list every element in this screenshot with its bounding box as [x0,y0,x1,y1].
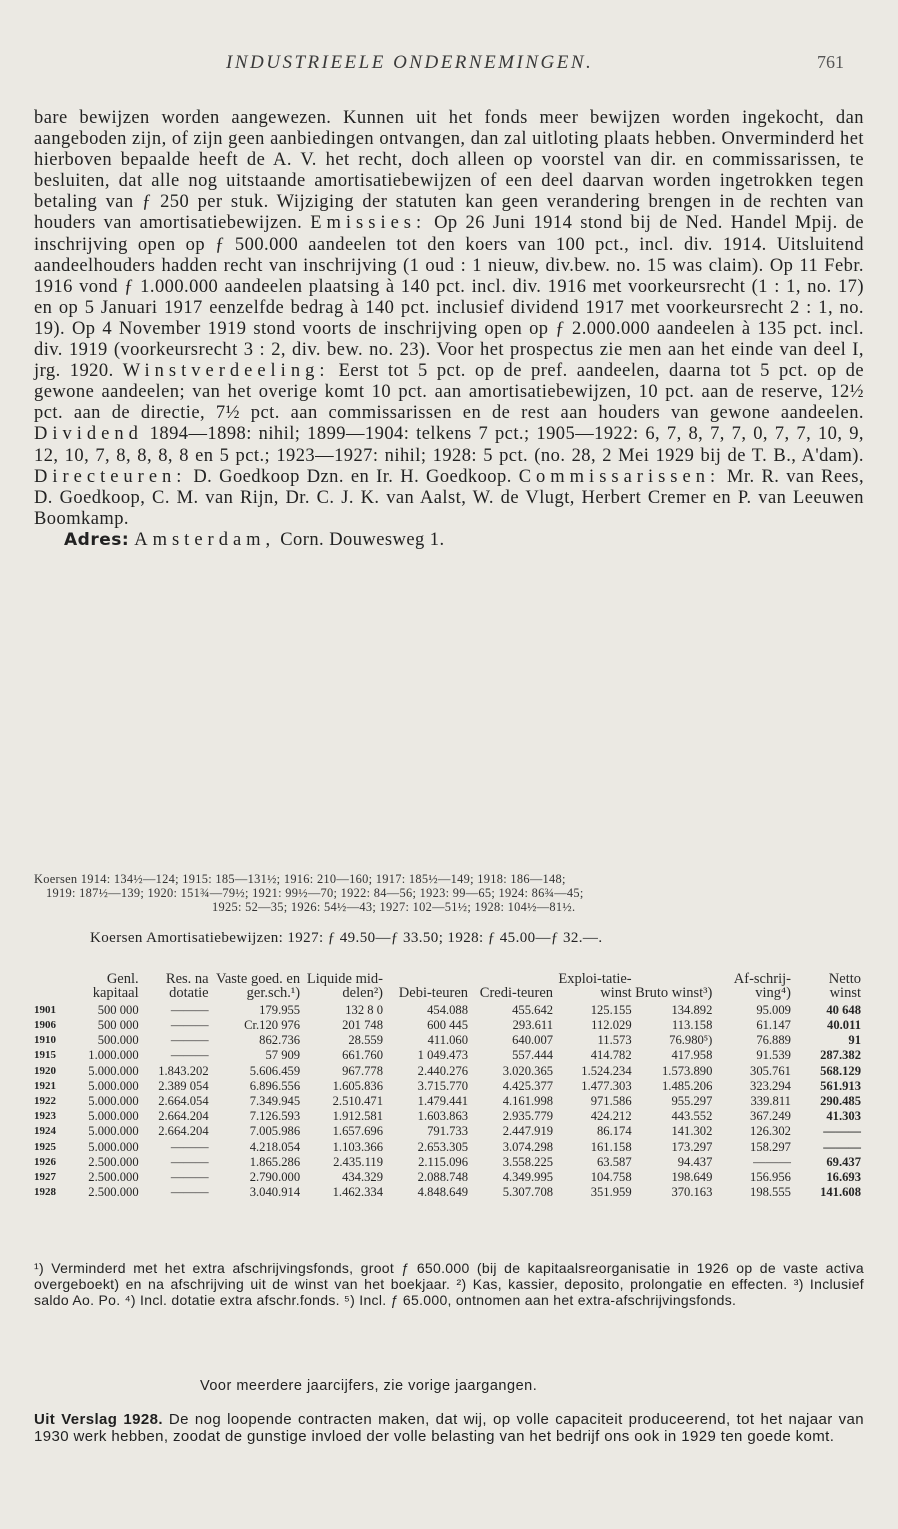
table-cell: 161.158 [590,1139,632,1154]
table-cell: 28.559 [348,1033,383,1048]
table-cell: ——— [170,1170,209,1185]
table-cell: 287.382 [820,1048,861,1063]
table-cell: 11.573 [597,1033,632,1048]
table-cell: 290.485 [820,1094,861,1109]
table-cell: 86.174 [597,1124,632,1139]
table-cell: 339.811 [750,1094,791,1109]
table-row [34,1185,864,1200]
table-cell: 5.307.708 [502,1185,554,1200]
year-cell: 1910 [34,1034,56,1047]
year-cell: 1924 [34,1125,56,1138]
table-cell: 3.558.225 [502,1154,554,1169]
table-cell: ——— [170,1018,209,1033]
table-cell: 640.007 [512,1033,554,1048]
year-cell: 1926 [34,1155,56,1168]
verslag-label: Uit Verslag 1928. [34,1411,163,1428]
table-cell: 94.437 [677,1154,713,1169]
table-cell: Cr.120 976 [244,1018,301,1033]
table-cell: 4.218.054 [249,1139,301,1154]
table-cell: 955.297 [671,1094,713,1109]
table-cell: 2.653.305 [417,1139,469,1154]
table-cell: ——— [823,1139,861,1154]
company-description [34,108,864,551]
table-cell: ——— [170,1139,209,1154]
table-cell: 370.163 [671,1185,713,1200]
table-cell: 95.009 [756,1002,791,1017]
table-cell: 1.573.890 [662,1063,713,1078]
more-figures-note: Voor meerdere jaarcijfers, zie vorige jaargangen. [200,1378,538,1394]
table-cell: 4.161.998 [502,1094,554,1109]
table-cell: 1.865.286 [249,1154,301,1169]
koersen-line: 1919: 187½—139; 1920: 151¾—79½; 1921: 99½—70; 1922: 84—56; 1923: 99—65; 1924: 86¾—45; [46,886,584,900]
year-cell: 1922 [34,1095,56,1108]
table-cell: 417.958 [671,1048,713,1063]
verslag-text: De nog loopende contracten maken, dat wij, op volle capaciteit produceerend, tot het najaar van 1930 werk hebben, zoodat de gunstige invloed der volle belasting van het bedrijf ons ook in 1929 ten goede komt. [34,1411,864,1445]
winstverdeeling-text: Eerst tot 5 pct. op de pref. aandeelen, daarna tot 5 pct. op de gewone aandeelen; van het overige komt 10 pct. aan amortisatiebewijzen, 10 pct. aan de reserve, 12½ pct. aan de directie, 7½ pct. aan commissarissen en de rest aan houders van gewone aandeelen. [34,361,865,424]
table-cell: 3.074.298 [502,1139,554,1154]
emissies-label: Emissies: [310,213,427,234]
table-cell: 351.959 [590,1185,632,1200]
table-row [34,1003,864,1018]
table-cell: 2.435.119 [333,1154,383,1169]
table-cell: 1.103.366 [332,1139,383,1154]
year-cell: 1915 [34,1049,56,1062]
table-cell: 5.000.000 [88,1109,139,1124]
table-cell: 201 748 [342,1018,383,1033]
dividend-text: 1894—1898: nihil; 1899—1904: telkens 7 pct.; 1905—1922: 6, 7, 8, 7, 7, 0, 7, 7, 10, 9, 12, 10, 7, 8, 8, 8, 8 en 5 pct.; 1923—1927: nihil; 1928: 5 pct. (no. 28, 2 Mei 1929 bij de T. B., A'dam). [34,424,865,466]
table-cell: 454.088 [427,1002,469,1017]
table-cell: 862.736 [259,1033,301,1048]
table-cell: 1.000.000 [88,1048,139,1063]
table-cell: 2.115.096 [418,1154,469,1169]
column-header: Vaste goed. en ger.sch.¹) [215,971,301,1002]
table-cell: 1.524.234 [581,1063,632,1078]
table-cell: 1.479.441 [417,1094,469,1109]
table-row [34,1033,864,1048]
page-header [0,52,898,82]
table-cell: 557.444 [512,1048,554,1063]
table-cell: 61.147 [756,1018,791,1033]
table-cell: 2.389 054 [158,1078,209,1093]
commissarissen-text: Mr. R. van Rees, D. Goedkoop, C. M. van Rijn, Dr. C. J. K. van Aalst, W. de Vlugt, Herbert Cremer en P. van Leeuwen Boomkamp. [34,466,865,529]
table-row [34,1079,864,1094]
adres-street: Corn. Douwesweg 1. [280,529,445,550]
body-paragraph [34,108,864,530]
table-cell: 561.913 [820,1078,861,1093]
address-line [34,530,864,551]
table-row [34,1109,864,1124]
year-cell: 1923 [34,1110,56,1123]
table-cell: 2.500.000 [88,1185,139,1200]
table-cell: 5.000.000 [88,1124,139,1139]
year-cell: 1925 [34,1140,56,1153]
table-row [34,1170,864,1185]
table-cell: 158.297 [750,1139,791,1154]
financial-table [34,972,864,1200]
table-cell: 40.011 [827,1018,861,1033]
table-cell: 7.005.986 [249,1124,301,1139]
table-cell: ——— [753,1154,791,1169]
table-cell: ——— [823,1124,861,1139]
directeuren-text: D. Goedkoop Dzn. en Ir. H. Goedkoop. [193,466,512,487]
table-row [34,1094,864,1109]
table-cell: ——— [170,1002,209,1017]
table-cell: 600 445 [427,1018,469,1033]
table-row [34,1048,864,1063]
table-cell: 5.000.000 [88,1094,139,1109]
table-cell: 791.733 [427,1124,469,1139]
table-row [34,1018,864,1033]
table-cell: 76.980⁵) [669,1033,713,1048]
table-cell: 1.912.581 [332,1109,383,1124]
running-title: INDUSTRIEELE ONDERNEMINGEN. [226,52,594,73]
table-cell: 173.297 [671,1139,713,1154]
column-header: Credi-teuren [479,985,554,1002]
table-cell: 1.603.863 [417,1109,469,1124]
table-cell: 126.302 [750,1124,791,1139]
table-cell: 500 000 [97,1002,139,1017]
table-cell: 293.611 [512,1018,554,1033]
table-cell: 661.760 [342,1048,383,1063]
table-cell: 57 909 [265,1048,301,1063]
table-cell: 104.758 [590,1170,632,1185]
year-cell: 1906 [34,1019,56,1032]
table-body [34,1003,864,1201]
table-cell: 5.000.000 [88,1078,139,1093]
column-header: Netto winst [828,971,861,1002]
table-cell: 2.500.000 [88,1154,139,1169]
column-header: Exploi-tatie-winst [558,971,632,1002]
table-cell: 500.000 [97,1033,139,1048]
table-cell: 443.552 [671,1109,713,1124]
table-cell: 91.539 [756,1048,791,1063]
table-row [34,1140,864,1155]
year-cell: 1921 [34,1079,56,1092]
table-cell: ——— [170,1033,209,1048]
table-cell: 2.447.919 [502,1124,554,1139]
table-cell: 134.892 [671,1002,713,1017]
table-cell: 4.848.649 [417,1185,469,1200]
table-cell: 179.955 [259,1002,301,1017]
table-cell: 1.477.303 [581,1078,632,1093]
table-cell: 1.462.334 [332,1185,383,1200]
adres-city: Amsterdam, [134,529,276,550]
year-cell: 1927 [34,1171,56,1184]
table-cell: 132 8 0 [345,1002,383,1017]
table-cell: ——— [170,1185,209,1200]
column-header: Debi-teuren [398,985,469,1002]
table-cell: 125.155 [590,1002,632,1017]
table-cell: 141.302 [671,1124,713,1139]
table-cell: 112.029 [591,1018,632,1033]
column-header: Bruto winst³) [635,985,713,1002]
table-cell: 91 [848,1033,861,1048]
annual-report-excerpt [34,1412,864,1445]
column-header: Res. na dotatie [165,971,209,1002]
table-cell: 414.782 [590,1048,632,1063]
table-cell: 2.440.276 [417,1063,469,1078]
table-cell: 2.664.204 [158,1109,209,1124]
year-cell: 1928 [34,1186,56,1199]
dividend-label: Dividend [34,424,143,445]
table-cell: 4.425.377 [502,1078,554,1093]
column-header: Liquide mid-delen²) [306,971,383,1002]
table-header-row [34,972,864,1003]
amortisation-text: bare bewijzen worden aangewezen. Kunnen uit het fonds meer bewijzen worden ingekocht, dan aangeboden zijn, of zijn geen aanbiedingen ontvangen, dan zal uitloting plaats hebben. Onverminderd het hierboven bepaalde heeft de A. V. het recht, doch alleen op voorstel van dir. en commissarissen, te besluiten, dat alle nog uitstaande amortisatiebewijzen of een deel daarvan worden ingetrokken tegen betaling van ƒ 250 per stuk. Wijziging der statuten kan geen verandering brengen in de rechten van houders van amortisatiebewijzen. [34,108,864,234]
table-cell: 2.790.000 [249,1170,301,1185]
table-cell: 6.896.556 [249,1078,301,1093]
table-cell: 1 049.473 [417,1048,469,1063]
table-cell: 2.088.748 [417,1170,469,1185]
table-cell: 2.664.204 [158,1124,209,1139]
table-footnotes: ¹) Verminderd met het extra afschrijvingsfonds, groot ƒ 650.000 (bij de kapitaalsreorganisatie in 1926 op de vaste activa overgeboekt) en na afschrijving uit de winst van het boekjaar. ²) Kas, kassier, deposito, prolongatie en effecten. ³) Inclusief saldo Ao. Po. ⁴) Incl. dotatie extra afschr.fonds. ⁵) Incl. ƒ 65.000, ontnomen aan het extra-afschrijvingsfonds. [34,1260,864,1309]
year-cell: 1901 [34,1003,56,1016]
table-cell: 3.715.770 [417,1078,469,1093]
table-cell: 41.303 [826,1109,861,1124]
table-row [34,1155,864,1170]
table-cell: 424.212 [590,1109,632,1124]
table-cell: 411.060 [427,1033,469,1048]
table-cell: 323.294 [750,1078,791,1093]
table-cell: 1.843.202 [158,1063,209,1078]
amortisation-prices: Koersen Amortisatiebewijzen: 1927: ƒ 49.50—ƒ 33.50; 1928: ƒ 45.00—ƒ 32.—. [90,930,603,946]
table-cell: 967.778 [342,1063,383,1078]
table-cell: 2.510.471 [332,1094,383,1109]
table-cell: ——— [170,1154,209,1169]
table-cell: 568.129 [820,1063,861,1078]
table-cell: 141.608 [820,1185,861,1200]
column-header [34,972,76,1003]
koersen-line: 1925: 52—35; 1926: 54½—43; 1927: 102—51½; 1928: 104½—81½. [212,900,576,914]
year-cell: 1920 [34,1064,56,1077]
adres-label: Adres: [64,529,130,550]
table-header [34,972,864,1003]
table-cell: 5.606.459 [249,1063,301,1078]
commissarissen-label: Commissarissen: [518,466,721,487]
table-cell: 434.329 [342,1170,383,1185]
table-cell: 7.349.945 [249,1094,301,1109]
koersen-line: Koersen 1914: 134½—124; 1915: 185—131½; 1916: 210—160; 1917: 185½—149; 1918: 186—148; [34,872,566,886]
table-cell: 3.040.914 [249,1185,301,1200]
table-cell: 7.126.593 [249,1109,301,1124]
table-cell: 40 648 [826,1002,861,1017]
table-cell: 69.437 [826,1154,861,1169]
table-cell: 156.956 [750,1170,791,1185]
column-header: Af-schrij-ving⁴) [733,971,791,1002]
winstverdeeling-label: Winstverdeeling: [122,361,330,382]
table-cell: 113.158 [671,1018,713,1033]
table-cell: 198.649 [671,1170,713,1185]
table-cell: 5.000.000 [88,1063,139,1078]
share-price-history [34,872,864,914]
table-cell: ——— [170,1048,209,1063]
column-header: Genl. kapitaal [92,971,139,1002]
emissies-text: Op 26 Juni 1914 stond bij de Ned. Handel Mpij. de inschrijving open op ƒ 500.000 aandeelen tot den koers van 100 pct., incl. div. 1914. Uitsluitend aandeelhouders hadden recht van inschrijving (1 oud : 1 nieuw, div.bew. no. 15 was claim). Op 11 Febr. 1916 vond ƒ 1.000.000 aandeelen plaatsing à 140 pct. incl. div. 1916 met voorkeursrecht (1 : 1, no. 17) en op 5 Januari 1917 eenzelfde bedrag à 140 pct. inclusief dividend 1917 met voorkeursrecht 2 : 1, no. 19). Op 4 November 1919 stond voorts de inschrijving open op ƒ 2.000.000 aandeelen à 135 pct. incl. div. 1919 (voorkeursrecht 3 : 2, div. bew. no. 23). Voor het prospectus zie men aan het einde van deel I, jrg. 1920. [34,213,865,382]
table-cell: 3.020.365 [502,1063,554,1078]
table-cell: 1.605.836 [332,1078,383,1093]
table-cell: 2.664.054 [158,1094,209,1109]
table-row [34,1124,864,1139]
table-cell: 2.935.779 [502,1109,554,1124]
table-cell: 1.485.206 [662,1078,713,1093]
table-cell: 2.500.000 [88,1170,139,1185]
table-row [34,1064,864,1079]
table-cell: 76.889 [756,1033,791,1048]
table-cell: 198.555 [750,1185,791,1200]
table-cell: 305.761 [750,1063,791,1078]
table-cell: 1.657.696 [332,1124,383,1139]
table-cell: 500 000 [97,1018,139,1033]
table-cell: 4.349.995 [502,1170,554,1185]
table-cell: 16.693 [826,1170,861,1185]
directeuren-label: Directeuren: [34,466,187,487]
page-number: 761 [817,52,844,72]
table-cell: 63.587 [597,1154,632,1169]
table-cell: 455.642 [512,1002,554,1017]
table-cell: 367.249 [750,1109,791,1124]
table-cell: 5.000.000 [88,1139,139,1154]
table-cell: 971.586 [590,1094,632,1109]
